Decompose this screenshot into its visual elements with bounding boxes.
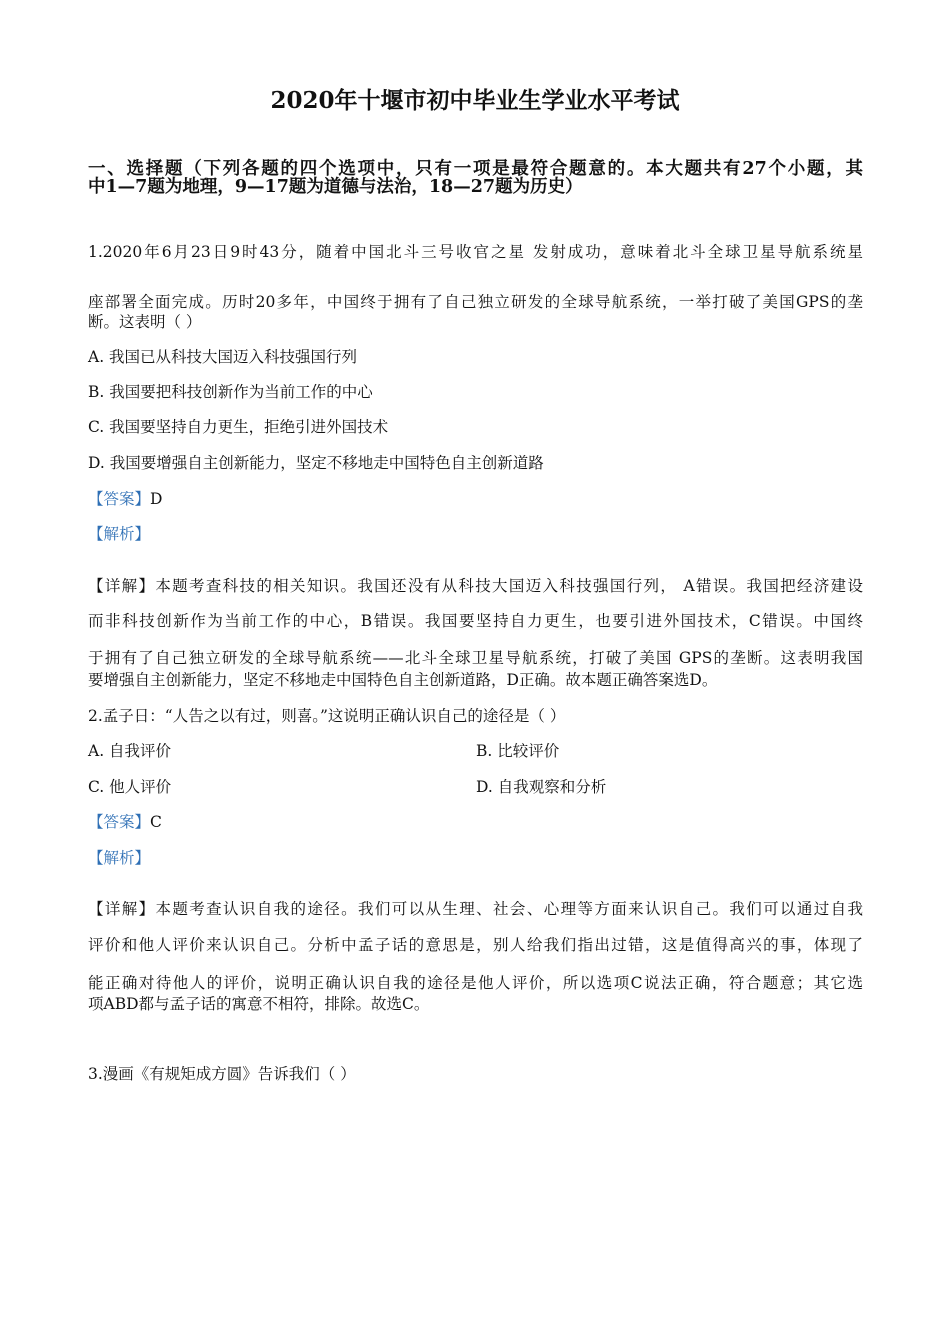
q1-answer	[88, 492, 162, 508]
q1-detail-line-1	[88, 576, 863, 595]
section-heading-line-2: 中1—7题为地理，9—17题为道德与法治，18—27题为历史）	[88, 177, 583, 197]
q2-option-c: C. 他人评价	[88, 778, 172, 796]
q2-option-a: A. 自我评价	[88, 742, 172, 760]
detail-text: 本题考查认识自我的途径。我们可以从生理、社会、心理等方面来认识自己。我们可以通过自我	[155, 899, 863, 918]
q1-stem-line-3: 断。这表明（ ）	[88, 313, 202, 331]
q2-option-d: D. 自我观察和分析	[476, 778, 607, 796]
q2-detail-line-1	[88, 899, 863, 918]
detail-tag: 【详解】	[88, 576, 156, 595]
q2-answer	[88, 815, 162, 831]
q2-detail-line-3: 能正确对待他人的评价，说明正确认识自我的途径是他人评价，所以选项C说法正确，符合题意；其它选	[88, 973, 863, 992]
q3-stem: 3.漫画《有规矩成方圆》告诉我们（ ）	[88, 1065, 356, 1083]
q1-option-a: A. 我国已从科技大国迈入科技强国行列	[88, 348, 358, 366]
q1-stem-line-1: 1.2020年6月23日9时43分，随着中国北斗三号收官之星 发射成功，意味着北斗全球卫星导航系统星	[88, 242, 863, 261]
q2-stem: 2.孟子日：“人告之以有过，则喜。”这说明正确认识自己的途径是（ ）	[88, 707, 566, 725]
answer-value: C	[150, 813, 162, 831]
q1-option-b: B. 我国要把科技创新作为当前工作的中心	[88, 383, 373, 401]
detail-tag: 【详解】	[88, 899, 156, 918]
page-title: 2020年十堰市初中毕业生学业水平考试	[270, 87, 680, 114]
q1-analysis-tag: 【解析】	[88, 525, 151, 543]
q1-stem-line-2: 座部署全面完成。历时20多年，中国终于拥有了自己独立研发的全球导航系统，一举打破了美国GPS的垄	[88, 292, 863, 311]
q2-detail-line-4: 项ABD都与孟子话的寓意不相符，排除。故选C。	[88, 995, 430, 1013]
q1-option-d: D. 我国要增强自主创新能力，坚定不移地走中国特色自主创新道路	[88, 454, 544, 472]
q2-analysis-tag: 【解析】	[88, 849, 151, 867]
q2-option-b: B. 比较评价	[476, 742, 560, 760]
q1-detail-line-3: 于拥有了自己独立研发的全球导航系统——北斗全球卫星导航系统，打破了美国 GPS的垄断。这表明我国	[88, 648, 863, 667]
answer-tag: 【答案】	[88, 490, 151, 508]
q1-detail-line-4: 要增强自主创新能力，坚定不移地走中国特色自主创新道路，D正确。故本题正确答案选D。	[88, 671, 718, 689]
answer-value: D	[150, 490, 163, 508]
q1-detail-line-2: 而非科技创新作为当前工作的中心，B错误。我国要坚持自力更生，也要引进外国技术，C错误。中国终	[88, 611, 863, 630]
detail-text: 本题考查科技的相关知识。我国还没有从科技大国迈入科技强国行列， A错误。我国把经济建设	[155, 576, 863, 595]
q2-detail-line-2: 评价和他人评价来认识自己。分析中孟子话的意思是，别人给我们指出过错，这是值得高兴的事，体现了	[88, 935, 863, 954]
answer-tag: 【答案】	[88, 813, 151, 831]
section-heading-line-1: 一、选择题（下列各题的四个选项中，只有一项是最符合题意的。本大题共有27个小题，其	[88, 158, 863, 179]
q1-option-c: C. 我国要坚持自力更生，拒绝引进外国技术	[88, 418, 389, 436]
